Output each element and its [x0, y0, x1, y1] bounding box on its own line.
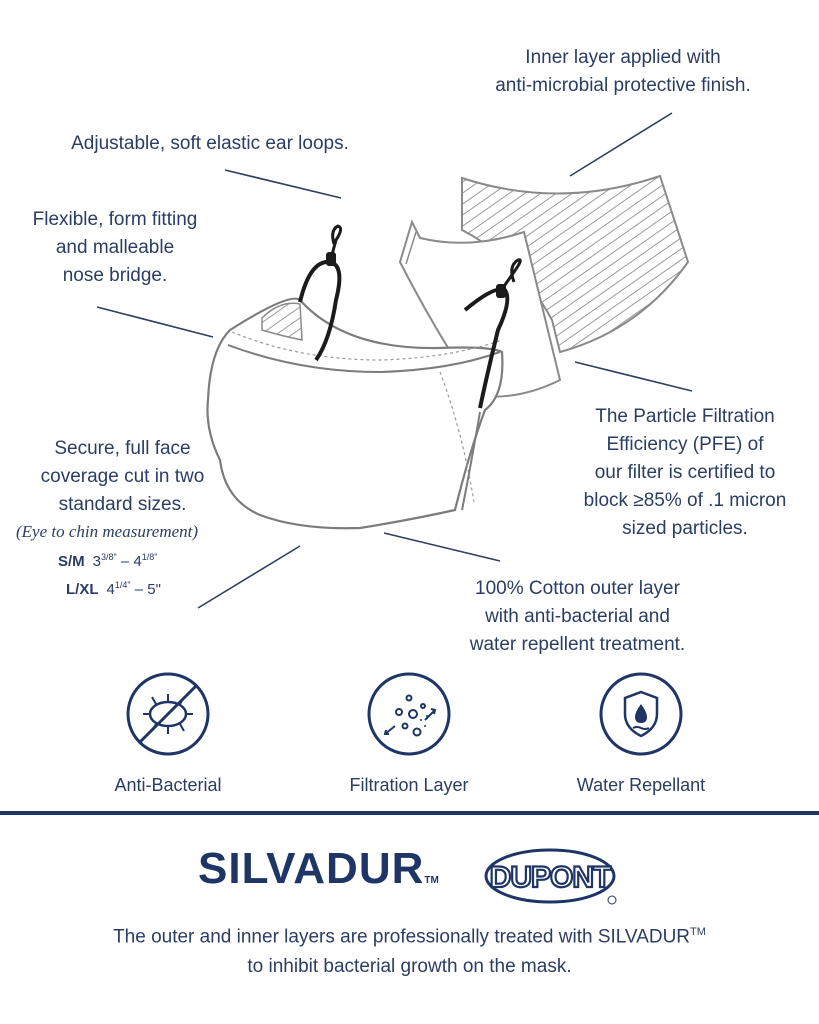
callout-nose-bridge: Flexible, form fitting and malleable nose bridge.	[32, 209, 198, 286]
size-row-lxl: L/XL $4^{1/4"} - 5$"	[66, 580, 161, 598]
callout-filtration: The Particle Filtration Efficiency (PFE) of our filter is certified to block ≥85% of .1 micron sized particles.	[583, 406, 787, 539]
feature-anti-bacterial	[58, 672, 278, 796]
silvadur-logo: SILVADURTM	[198, 844, 439, 893]
size-row-sm: S/M $3^{3/8"} - 4^{1/8"}$	[58, 552, 158, 570]
feature-label: Anti-Bacterial	[114, 775, 222, 795]
footer-text: The outer and inner layers are professionally treated with SILVADUR™ to inhibit bacterial growth on the mask.	[113, 926, 706, 978]
feature-label: Water Repellant	[576, 775, 706, 795]
anti-bacterial-icon	[126, 672, 210, 756]
dupont-text: DUPONT	[489, 861, 611, 894]
callout-coverage: Secure, full face coverage cut in two standard sizes.	[40, 438, 205, 515]
brand-row	[0, 840, 819, 910]
filtration-icon	[367, 672, 451, 756]
feature-label: Filtration Layer	[349, 775, 469, 795]
dupont-logo	[484, 846, 620, 908]
callout-inner-layer: Inner layer applied with anti-microbial protective finish.	[495, 47, 751, 96]
feature-filtration	[299, 672, 519, 796]
feature-water-repellant	[531, 672, 751, 796]
measurement-note: (Eye to chin measurement)	[16, 522, 199, 541]
callout-ear-loops: Adjustable, soft elastic ear loops.	[71, 133, 349, 154]
water-repellant-icon	[599, 672, 683, 756]
section-divider	[0, 811, 819, 815]
callout-cotton: 100% Cotton outer layer with anti-bacterial and water repellent treatment.	[469, 578, 686, 655]
